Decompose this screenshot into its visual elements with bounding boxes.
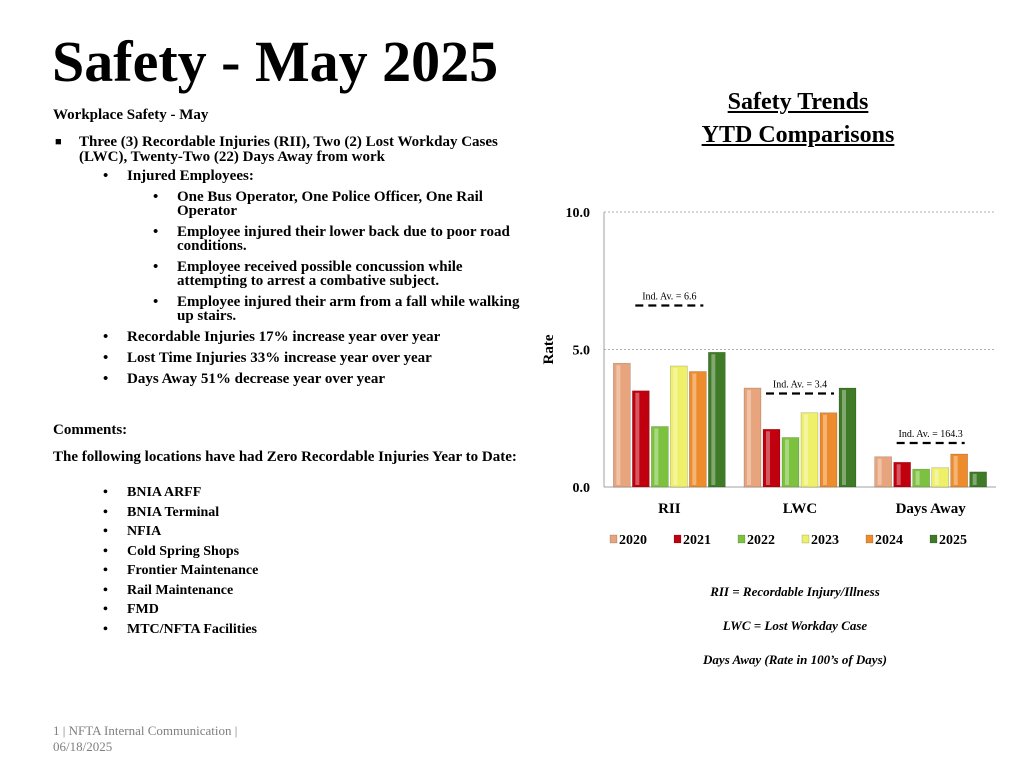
rii-note: RII = Recordable Injury/Illness <box>710 584 880 599</box>
bar-days-away-2025 <box>970 472 987 487</box>
legend-label: 2025 <box>939 533 967 548</box>
bullet-dot-icon: • <box>103 350 109 366</box>
bullet-dot-icon: • <box>103 504 108 520</box>
bar-highlight <box>766 431 770 485</box>
bullet-dot-icon: • <box>103 582 108 598</box>
location-name: FMD <box>127 602 159 617</box>
legend-label: 2022 <box>747 533 775 548</box>
bar-rii-2024 <box>689 372 706 488</box>
trend-item-text: Recordable Injuries 17% increase year over year <box>127 329 441 345</box>
bar-highlight <box>654 429 658 486</box>
legend-label: 2023 <box>811 533 839 548</box>
x-tick-label: Days Away <box>895 501 966 517</box>
days-away-note: Days Away (Rate in 100’s of Days) <box>703 652 887 667</box>
page-title: Safety - May 2025 <box>52 29 499 94</box>
bar-highlight <box>804 415 808 485</box>
chart-subtitle: YTD Comparisons <box>701 122 895 148</box>
location-name: MTC/NFTA Facilities <box>127 621 257 637</box>
bar-days-away-2024 <box>951 454 968 487</box>
y-axis-label: Rate <box>541 334 557 365</box>
bar-rii-2025 <box>708 352 725 487</box>
bar-highlight <box>842 390 846 485</box>
industry-average-label: Ind. Av. = 164.3 <box>898 429 963 440</box>
bullet-dot-icon: • <box>103 371 109 387</box>
bar-lwc-2022 <box>782 438 799 488</box>
section-heading: Workplace Safety - May <box>53 107 209 123</box>
bar-rii-2021 <box>632 391 649 487</box>
comments-text: The following locations have had Zero Recordable Injuries Year to Date: <box>53 449 517 465</box>
y-tick-label: 0.0 <box>572 481 590 496</box>
bullet-dot-icon: • <box>103 168 109 184</box>
injured-item-text: Employee received possible concussion while attempting to arrest a combative subject. <box>177 259 463 289</box>
injured-item-text: Employee injured their arm from a fall while walking up stairs. <box>177 294 520 324</box>
industry-average-label: Ind. Av. = 6.6 <box>642 291 697 303</box>
industry-average-label: Ind. Av. = 3.4 <box>772 379 828 391</box>
bar-days-away-2020 <box>875 457 892 487</box>
bullet-dot-icon: • <box>103 602 108 617</box>
bar-highlight <box>785 440 789 486</box>
bar-highlight <box>673 368 677 485</box>
trend-item-text: Lost Time Injuries 33% increase year over year <box>127 350 432 366</box>
legend-swatch-2020 <box>610 535 617 543</box>
bullet-dot-icon: • <box>153 189 159 205</box>
bar-highlight <box>897 464 901 485</box>
trend-item-text: Days Away 51% decrease year over year <box>127 371 385 387</box>
bullet-dot-icon: • <box>153 259 159 275</box>
bullet-dot-icon: • <box>103 485 108 500</box>
y-tick-label: 5.0 <box>572 343 590 359</box>
bar-lwc-2024 <box>820 413 837 487</box>
legend-label: 2024 <box>875 533 903 548</box>
bullet-dot-icon: • <box>153 224 159 240</box>
bullet-dot-icon: • <box>103 543 108 559</box>
bar-days-away-2023 <box>932 468 949 487</box>
bar-days-away-2021 <box>894 462 911 487</box>
bar-highlight <box>823 415 827 485</box>
legend-swatch-2021 <box>674 535 681 543</box>
bar-highlight <box>878 459 882 485</box>
location-name: Rail Maintenance <box>127 582 234 598</box>
bar-highlight <box>635 393 639 485</box>
bar-lwc-2020 <box>744 388 761 487</box>
location-name: NFIA <box>127 524 162 539</box>
injured-item-text: One Bus Operator, One Police Officer, One Rail Operator <box>177 189 483 219</box>
bar-highlight <box>711 354 715 485</box>
bar-lwc-2025 <box>839 388 856 487</box>
bullet-dot-icon: • <box>103 524 108 539</box>
bullet-dot-icon: • <box>153 294 159 310</box>
injured-item-text: Employee injured their lower back due to poor road conditions. <box>177 224 510 254</box>
summary-text: Three (3) Recordable Injuries (RII), Two (2) Lost Workday Cases (LWC), Twenty-Two (22) Days Away from work <box>79 134 498 165</box>
bullet-dot-icon: • <box>103 621 108 637</box>
x-tick-label: LWC <box>782 501 818 517</box>
bar-highlight <box>692 374 696 486</box>
bar-highlight <box>954 456 958 485</box>
footer-date: 06/18/2025 <box>53 739 113 754</box>
lwc-note: LWC = Lost Workday Case <box>722 618 868 633</box>
y-tick-label: 10.0 <box>565 206 590 221</box>
bar-lwc-2021 <box>763 429 780 487</box>
location-name: Cold Spring Shops <box>127 543 240 559</box>
footer-line: 1 | NFTA Internal Communication | <box>53 723 238 738</box>
legend-swatch-2023 <box>802 535 809 543</box>
bar-highlight <box>935 470 939 485</box>
bullet-dot-icon: • <box>103 329 109 345</box>
location-name: Frontier Maintenance <box>127 563 259 578</box>
legend-label: 2021 <box>683 533 711 548</box>
bar-lwc-2023 <box>801 413 818 487</box>
legend-swatch-2025 <box>930 535 937 543</box>
bar-rii-2023 <box>670 366 687 487</box>
legend-label: 2020 <box>619 533 647 548</box>
bullet-dot-icon: • <box>103 563 108 578</box>
legend-swatch-2022 <box>738 535 745 543</box>
bar-highlight <box>916 471 920 485</box>
location-name: BNIA Terminal <box>127 504 220 520</box>
legend-swatch-2024 <box>866 535 873 543</box>
bar-highlight <box>616 365 620 485</box>
bar-days-away-2022 <box>913 469 930 487</box>
x-tick-label: RII <box>658 501 681 517</box>
comments-label: Comments: <box>53 422 128 438</box>
chart-title: Safety Trends <box>727 89 869 115</box>
bar-highlight <box>973 474 977 485</box>
location-name: BNIA ARFF <box>127 485 202 500</box>
square-bullet-icon: ■ <box>55 136 62 148</box>
bar-highlight <box>747 390 751 485</box>
injured-heading: Injured Employees: <box>127 168 254 184</box>
bar-rii-2020 <box>613 363 630 487</box>
bar-rii-2022 <box>651 427 668 488</box>
